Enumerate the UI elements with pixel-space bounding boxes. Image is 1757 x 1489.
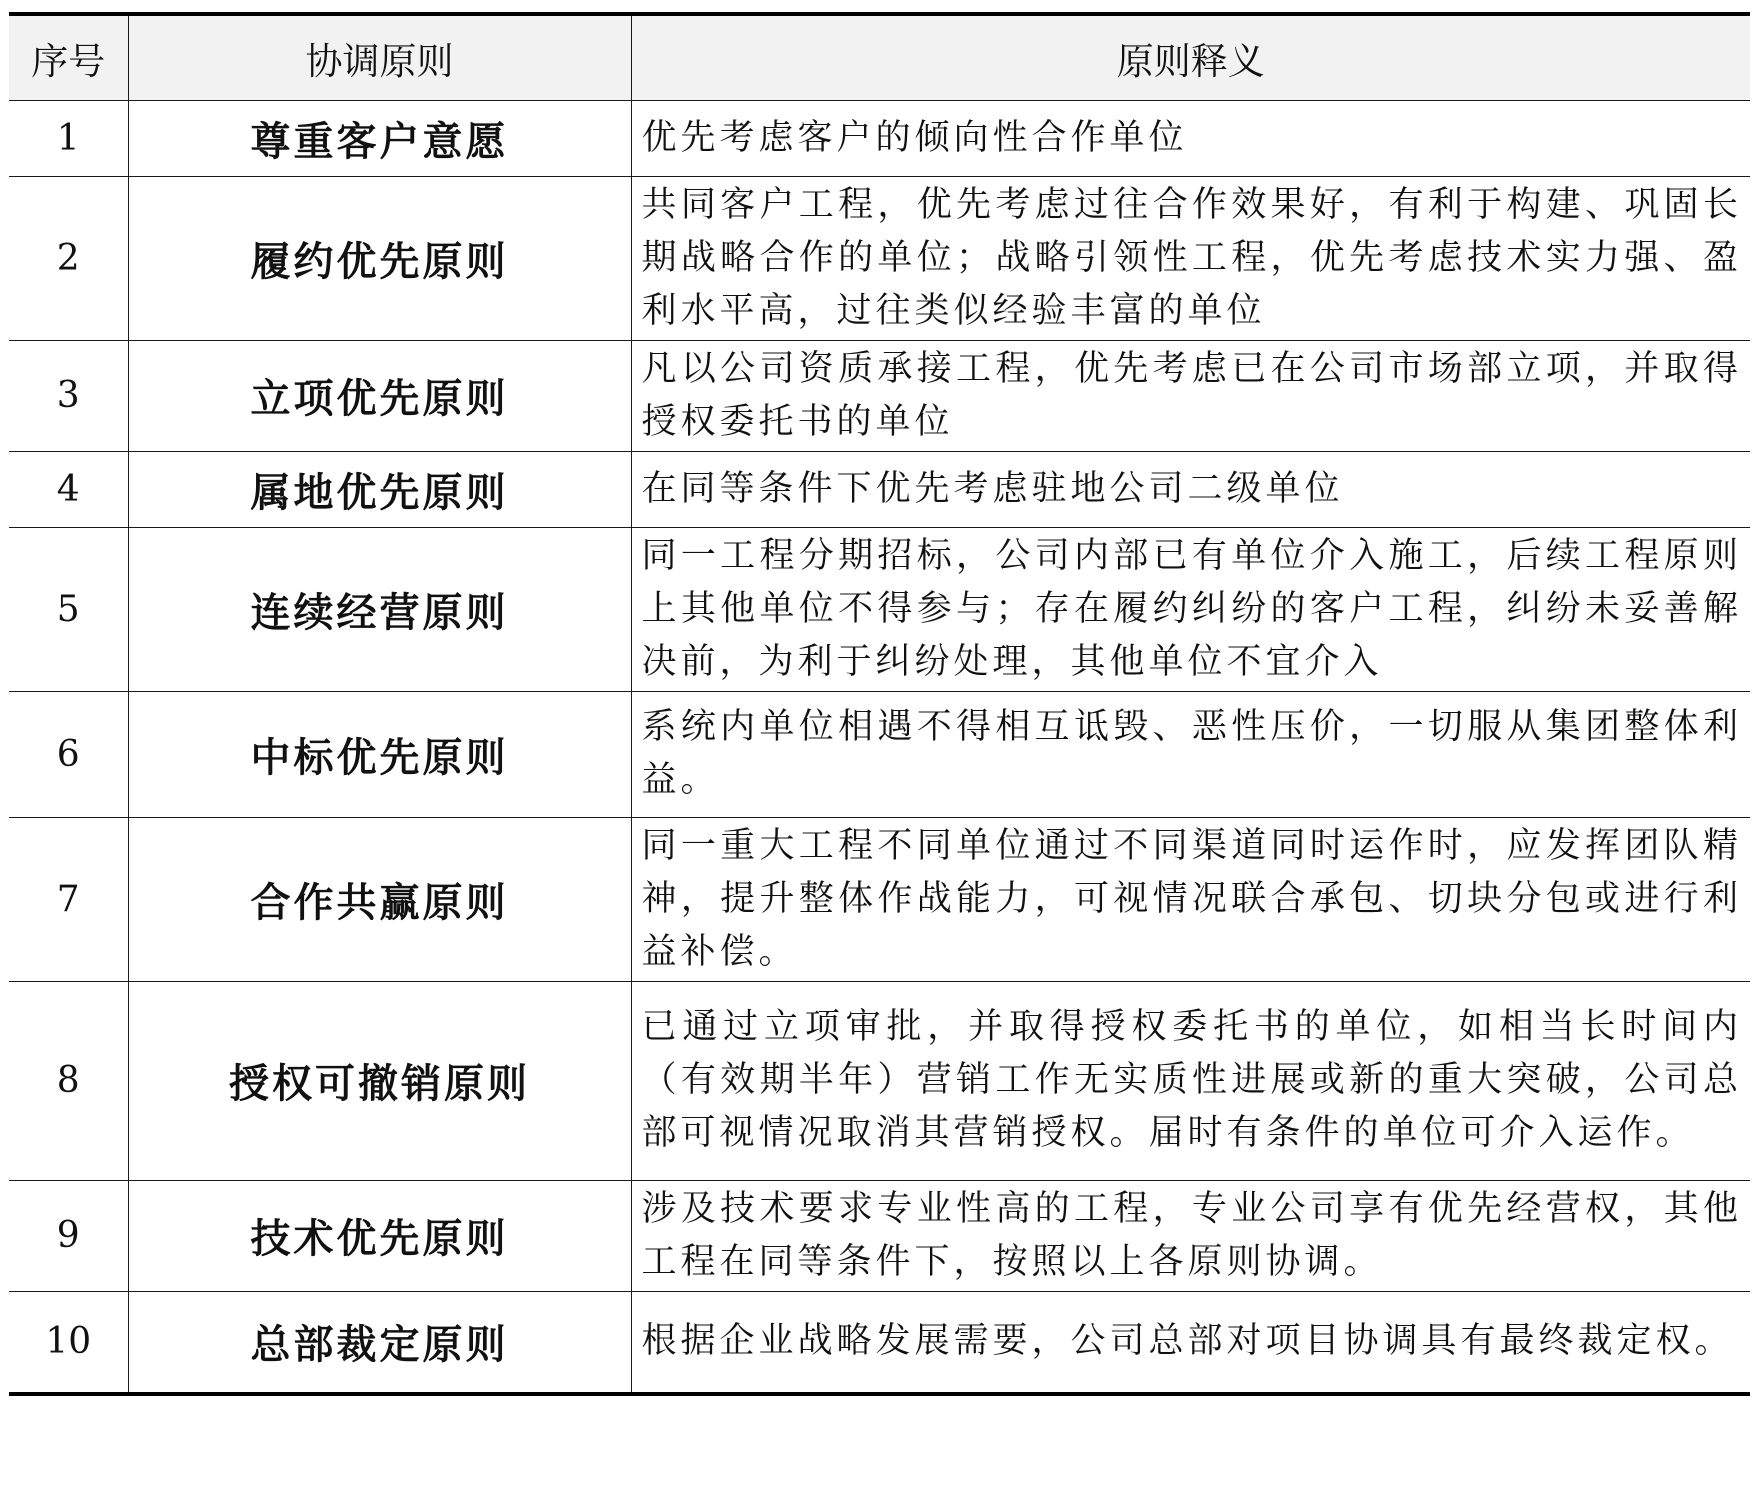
- table-header: [9, 14, 1750, 100]
- table-row: [9, 340, 1750, 451]
- row-description: 系统内单位相遇不得相互诋毁、恶性压价，一切服从集团整体利益。: [631, 691, 1750, 817]
- row-number: 4: [9, 451, 128, 527]
- coordination-principles-table-container: [9, 12, 1750, 1396]
- row-description: 涉及技术要求专业性高的工程，专业公司享有优先经营权，其他工程在同等条件下，按照以上各原则协调。: [631, 1180, 1750, 1291]
- row-description: 凡以公司资质承接工程，优先考虑已在公司市场部立项，并取得授权委托书的单位: [631, 340, 1750, 451]
- header-serial-number: 序号: [9, 14, 128, 100]
- coordination-principles-table: [9, 12, 1750, 1396]
- row-description: 同一重大工程不同单位通过不同渠道同时运作时，应发挥团队精神，提升整体作战能力，可视情况联合承包、切块分包或进行利益补偿。: [631, 817, 1750, 981]
- row-number: 10: [9, 1291, 128, 1394]
- row-principle: 中标优先原则: [128, 691, 631, 817]
- row-description: 根据企业战略发展需要，公司总部对项目协调具有最终裁定权。: [631, 1291, 1750, 1394]
- table-row: [9, 981, 1750, 1180]
- row-number: 7: [9, 817, 128, 981]
- table-row: [9, 527, 1750, 691]
- header-description: 原则释义: [631, 14, 1750, 100]
- row-number: 5: [9, 527, 128, 691]
- row-principle: 尊重客户意愿: [128, 100, 631, 176]
- row-number: 8: [9, 981, 128, 1180]
- row-number: 3: [9, 340, 128, 451]
- row-principle: 授权可撤销原则: [128, 981, 631, 1180]
- table-row: [9, 817, 1750, 981]
- row-number: 9: [9, 1180, 128, 1291]
- row-description: 在同等条件下优先考虑驻地公司二级单位: [631, 451, 1750, 527]
- table-row: [9, 176, 1750, 340]
- table-body: [9, 100, 1750, 1394]
- row-principle: 合作共赢原则: [128, 817, 631, 981]
- row-description: 同一工程分期招标，公司内部已有单位介入施工，后续工程原则上其他单位不得参与；存在履约纠纷的客户工程，纠纷未妥善解决前，为利于纠纷处理，其他单位不宜介入: [631, 527, 1750, 691]
- row-principle: 连续经营原则: [128, 527, 631, 691]
- table-row: [9, 1180, 1750, 1291]
- row-description: 共同客户工程，优先考虑过往合作效果好，有利于构建、巩固长期战略合作的单位；战略引领性工程，优先考虑技术实力强、盈利水平高，过往类似经验丰富的单位: [631, 176, 1750, 340]
- row-principle: 总部裁定原则: [128, 1291, 631, 1394]
- table-row: [9, 451, 1750, 527]
- row-principle: 技术优先原则: [128, 1180, 631, 1291]
- row-principle: 履约优先原则: [128, 176, 631, 340]
- header-row: [9, 14, 1750, 100]
- header-principle: 协调原则: [128, 14, 631, 100]
- row-number: 6: [9, 691, 128, 817]
- row-principle: 属地优先原则: [128, 451, 631, 527]
- table-row: [9, 1291, 1750, 1394]
- row-number: 1: [9, 100, 128, 176]
- table-row: [9, 691, 1750, 817]
- row-principle: 立项优先原则: [128, 340, 631, 451]
- row-description: 优先考虑客户的倾向性合作单位: [631, 100, 1750, 176]
- table-row: [9, 100, 1750, 176]
- row-number: 2: [9, 176, 128, 340]
- row-description: 已通过立项审批，并取得授权委托书的单位，如相当长时间内（有效期半年）营销工作无实质性进展或新的重大突破，公司总部可视情况取消其营销授权。届时有条件的单位可介入运作。: [631, 981, 1750, 1180]
